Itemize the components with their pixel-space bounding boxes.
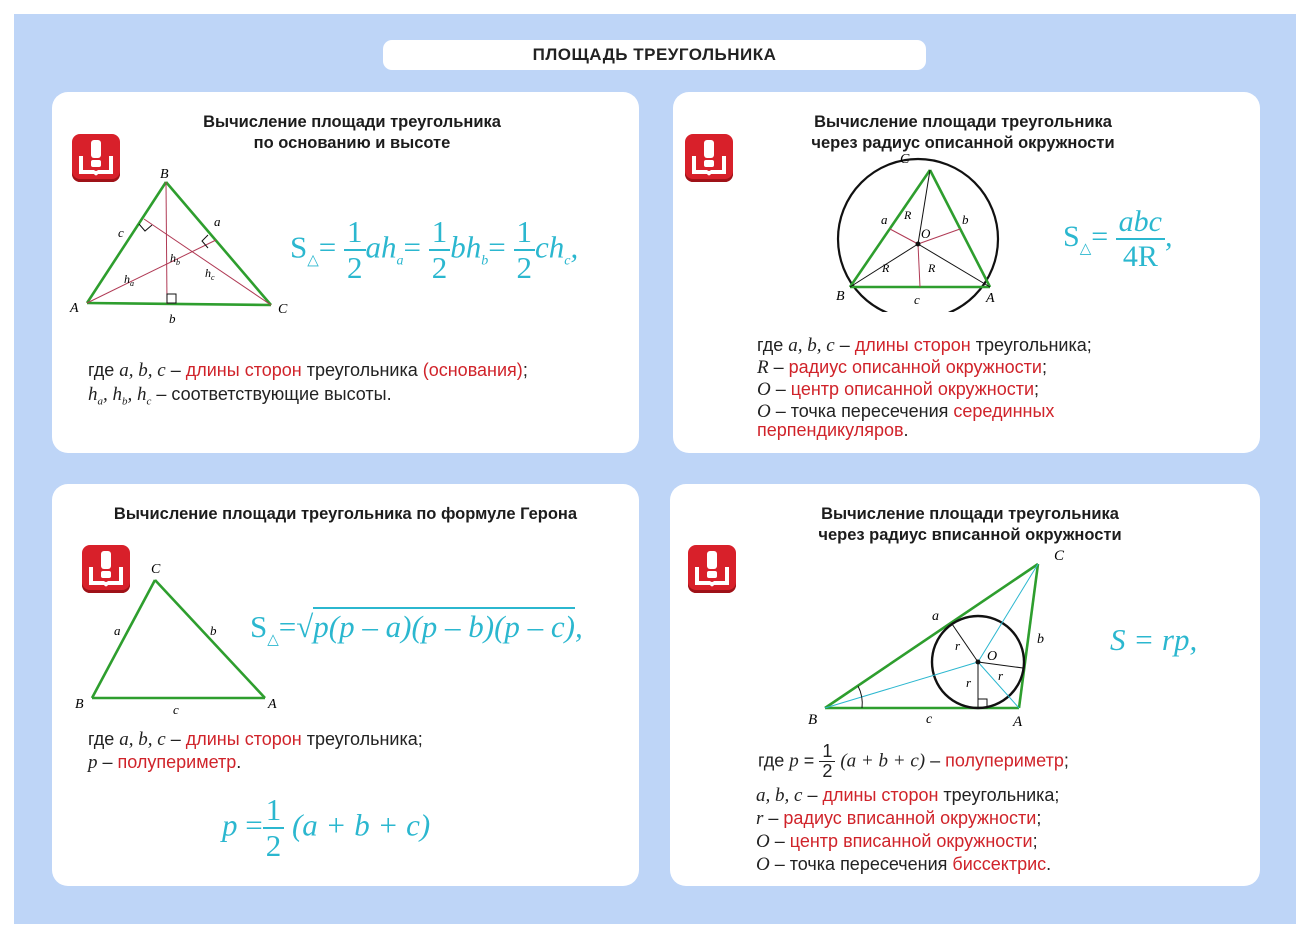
vertex-A-label: A bbox=[70, 301, 79, 316]
triangle-heights-diagram bbox=[68, 168, 298, 328]
card-title: Вычисление площади треугольника через радиус вписанной окружности bbox=[818, 505, 1122, 544]
radius-r-label: r bbox=[998, 668, 1004, 683]
vertex-B-label: B bbox=[836, 289, 845, 304]
description-radius: R – радиус описанной окружности; bbox=[757, 357, 1047, 378]
description-center: O – центр вписанной окружности; bbox=[756, 831, 1038, 852]
vertex-C-label: C bbox=[1054, 548, 1065, 564]
area-formula: S = rp, bbox=[1110, 622, 1198, 657]
side-b-label: b bbox=[1037, 632, 1044, 647]
side-a-label: a bbox=[214, 214, 221, 229]
side-a-label: a bbox=[114, 623, 121, 638]
description-center: O – центр описанной окружности; bbox=[757, 379, 1040, 400]
vertex-A-label: A bbox=[986, 291, 995, 306]
area-formula: $S_\triangle=$ $\frac{1}{2}$ $ah_a=$ $\frac{1}{2}$ $bh_b=$ $\frac{1}{2}$ $ch_c$, bbox=[290, 214, 579, 285]
vertex-A-label: A bbox=[268, 697, 277, 712]
center-O-label: O bbox=[987, 649, 998, 664]
height-hb-label: $h_b$ bbox=[170, 251, 180, 267]
side-c-label: c bbox=[118, 225, 124, 240]
description-sides: где a, b, c – длины сторон треугольника; bbox=[757, 335, 1092, 356]
card-title: Вычисление площади треугольника через радиус описанной окружности bbox=[811, 113, 1115, 152]
side-b-label: b bbox=[169, 311, 176, 326]
page-title: ПЛОЩАДЬ ТРЕУГОЛЬНИКА bbox=[383, 40, 926, 70]
book-exclamation-icon bbox=[685, 134, 733, 182]
card-title: Вычисление площади треугольника по формуле Герона bbox=[113, 505, 578, 523]
description-intersection: O – точка пересечения биссектрис. bbox=[756, 854, 1052, 875]
description-semiperimeter: где p = $\frac{1}{2}$ (a + b + c) – полупериметр; bbox=[758, 741, 1069, 781]
vertex-C-label: C bbox=[278, 302, 288, 317]
inscribed-circle-diagram bbox=[800, 540, 1070, 730]
description-sides: a, b, c – длины сторон треугольника; bbox=[756, 785, 1060, 806]
book-exclamation-icon bbox=[688, 545, 736, 593]
card-heron bbox=[52, 484, 639, 886]
vertex-B-label: B bbox=[808, 712, 818, 728]
description-sides: где a, b, c – длины сторон треугольника (основания); bbox=[88, 360, 528, 381]
side-c-label: c bbox=[173, 702, 179, 716]
vertex-B-label: B bbox=[75, 697, 84, 712]
radius-R-label: R bbox=[928, 261, 936, 275]
side-c-label: c bbox=[926, 712, 933, 727]
description-heights: $h_a$, $h_b$, $h_c$ – соответствующие высоты. bbox=[88, 384, 392, 408]
description-semiperimeter: p – полупериметр. bbox=[88, 752, 242, 773]
height-ha-label: $h_a$ bbox=[124, 272, 134, 288]
side-b-label: b bbox=[210, 623, 217, 638]
radius-r-label: r bbox=[955, 638, 961, 653]
side-a-label: a bbox=[932, 609, 939, 624]
vertex-A-label: A bbox=[1013, 714, 1023, 730]
card-title: Вычисление площади треугольника по основанию и высоте bbox=[203, 113, 501, 152]
card-circumradius bbox=[673, 92, 1260, 453]
description-radius: r – радиус вписанной окружности; bbox=[756, 808, 1042, 829]
area-formula: $S_\triangle=$ $\frac{\text{abc}}{4R}$ , bbox=[1063, 205, 1173, 273]
card-base-height bbox=[52, 92, 639, 453]
description-intersection: O – точка пересечения серединных bbox=[757, 401, 1055, 422]
card-inradius bbox=[670, 484, 1260, 886]
height-hc-label: $h_c$ bbox=[205, 266, 215, 282]
semiperimeter-formula: p = $\frac{1}{2}$ (a + b + c) bbox=[222, 792, 431, 863]
radius-R-label: R bbox=[904, 208, 912, 222]
radius-R-label: R bbox=[882, 261, 890, 275]
vertex-C-label: C bbox=[900, 152, 910, 167]
vertex-C-label: C bbox=[151, 562, 161, 577]
description-sides: где a, b, c – длины сторон треугольника; bbox=[88, 729, 423, 750]
center-O-label: O bbox=[921, 226, 931, 241]
heron-formula: $S_\triangle=√p(p - a)(p - b)(p - c)$, bbox=[250, 609, 583, 649]
side-c-label: c bbox=[914, 292, 920, 307]
vertex-B-label: B bbox=[160, 168, 169, 182]
side-b-label: b bbox=[962, 212, 969, 227]
description-intersection-cont: перпендикуляров. bbox=[757, 420, 909, 440]
radius-r-label: r bbox=[966, 675, 972, 690]
side-a-label: a bbox=[881, 212, 888, 227]
circumscribed-circle-diagram bbox=[828, 152, 1028, 312]
